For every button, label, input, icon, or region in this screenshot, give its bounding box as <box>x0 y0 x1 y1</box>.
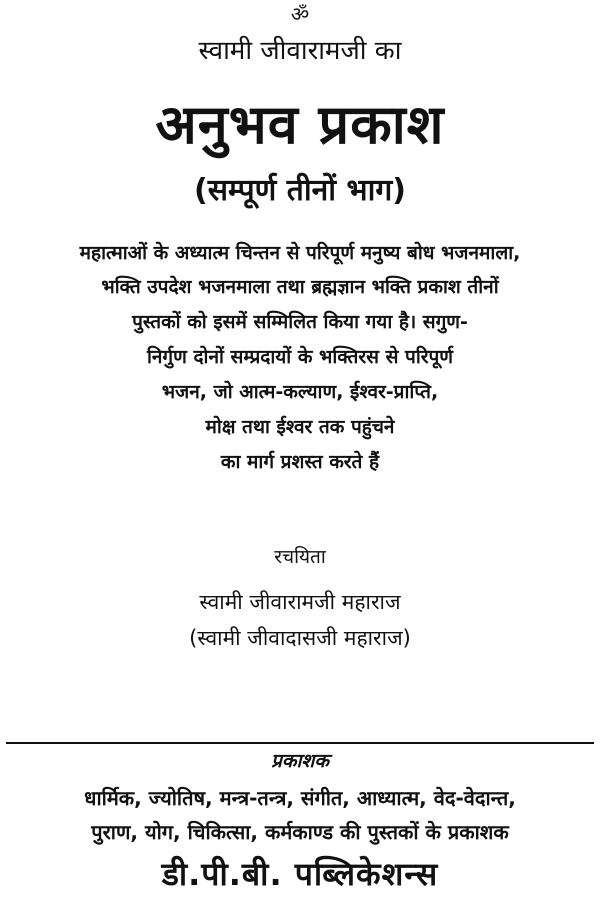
book-title: अनुभव प्रकाश <box>155 93 445 156</box>
description-line: मोक्ष तथा ईश्वर तक पहुंचने <box>205 416 395 438</box>
divider-rule <box>6 742 594 744</box>
description-line: भक्ति उपदेश भजनमाला तथा ब्रह्मज्ञान भक्ति प्रकाश तीनों <box>101 276 499 298</box>
description-line: पुस्तकों को इसमें सम्मिलित किया गया है। सगुण- <box>132 311 468 333</box>
description-line: निर्गुण दोनों सम्प्रदायों के भक्तिरस से परिपूर्ण <box>146 346 454 368</box>
description-line: महात्माओं के अध्यात्म चिन्तन से परिपूर्ण मनुष्य बोध भजनमाला, <box>79 242 521 264</box>
author-name: स्वामी जीवारामजी महाराज <box>199 590 401 614</box>
publisher-description-line: पुराण, योग, चिकित्सा, कर्मकाण्ड की पुस्तकों के प्रकाशक <box>91 820 509 844</box>
author-label: रचयिता <box>274 546 326 568</box>
book-subtitle: (सम्पूर्ण तीनों भाग) <box>194 173 406 208</box>
publisher-description-line: धार्मिक, ज्योतिष, मन्त्र-तन्त्र, संगीत, आध्यात्म, वेद-वेदान्त, <box>84 786 516 810</box>
pre-title: स्वामी जीवारामजी का <box>198 36 402 66</box>
author-alt-name: (स्वामी जीवादासजी महाराज) <box>189 626 411 650</box>
publisher-name: डी.पी.बी. पब्लिकेशन्स <box>161 855 439 893</box>
description-line: का मार्ग प्रशस्त करते हैं <box>220 451 380 473</box>
description-line: भजन, जो आत्म-कल्याण, ईश्वर-प्राप्ति, <box>161 381 439 403</box>
om-symbol: ॐ <box>290 2 310 26</box>
publisher-label: प्रकाशक <box>271 750 329 772</box>
